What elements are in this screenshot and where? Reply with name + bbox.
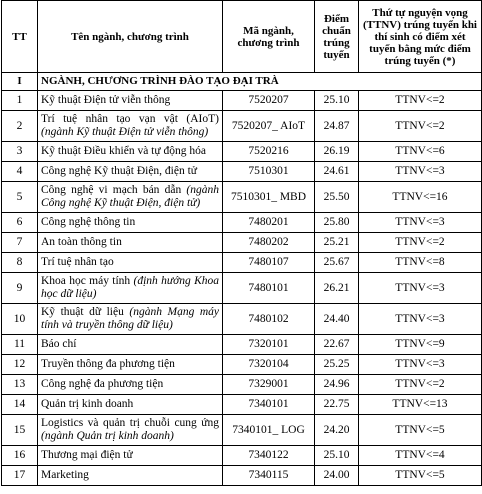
program-name-cell <box>38 304 223 335</box>
row-number: 16 <box>2 446 38 466</box>
table-row <box>2 111 482 142</box>
ttnv-value: TTNV<=3 <box>359 304 482 335</box>
ttnv-value: TTNV<=8 <box>359 253 482 273</box>
program-code: 7480101 <box>223 273 315 304</box>
header-score: Điểm chuẩn trúng tuyển <box>315 1 359 73</box>
header-code: Mã ngành, chương trình <box>223 1 315 73</box>
program-name: Công nghệ đa phương tiện <box>41 378 164 390</box>
program-code: 7520207_ AIoT <box>223 111 315 142</box>
program-name-cell <box>38 395 223 415</box>
program-code: 7340101_ LOG <box>223 415 315 446</box>
program-note: (định hướng Khoa học dữ liệu) <box>41 275 220 300</box>
program-code: 7480107 <box>223 253 315 273</box>
program-name: Công nghệ vi mạch bán dẫn <box>41 184 182 196</box>
program-code: 7340115 <box>223 466 315 486</box>
section-title: NGÀNH, CHƯƠNG TRÌNH ĐÀO TẠO ĐẠI TRÀ <box>38 73 482 91</box>
program-name-cell <box>38 233 223 253</box>
ttnv-value: TTNV<=4 <box>359 446 482 466</box>
ttnv-value: TTNV<=16 <box>359 182 482 213</box>
admission-scores-table <box>1 0 482 486</box>
section-row <box>2 73 482 91</box>
program-name: Kỹ thuật dữ liệu <box>41 306 124 318</box>
program-name: Khoa học máy tính <box>41 275 131 287</box>
header-row <box>2 1 482 73</box>
program-name-cell <box>38 213 223 233</box>
section-number: I <box>2 73 38 91</box>
cutoff-score: 25.25 <box>315 355 359 375</box>
program-name-cell <box>38 415 223 446</box>
ttnv-value: TTNV<=5 <box>359 415 482 446</box>
cutoff-score: 25.10 <box>315 446 359 466</box>
row-number: 4 <box>2 162 38 182</box>
program-code: 7480201 <box>223 213 315 233</box>
ttnv-value: TTNV<=2 <box>359 111 482 142</box>
program-name-cell <box>38 466 223 486</box>
row-number: 10 <box>2 304 38 335</box>
program-code: 7510301 <box>223 162 315 182</box>
program-name-cell <box>38 253 223 273</box>
row-number: 9 <box>2 273 38 304</box>
table-row <box>2 415 482 446</box>
table-row <box>2 355 482 375</box>
row-number: 2 <box>2 111 38 142</box>
program-name-cell <box>38 335 223 355</box>
program-code: 7520207 <box>223 91 315 111</box>
ttnv-value: TTNV<=2 <box>359 233 482 253</box>
ttnv-value: TTNV<=2 <box>359 91 482 111</box>
program-note: (ngành Quản trị kinh doanh) <box>41 430 174 442</box>
ttnv-value: TTNV<=5 <box>359 466 482 486</box>
program-name: Quản trị kinh doanh <box>41 398 134 410</box>
program-name: Báo chí <box>41 338 77 350</box>
row-number: 5 <box>2 182 38 213</box>
table-row <box>2 466 482 486</box>
cutoff-score: 25.67 <box>315 253 359 273</box>
table-row <box>2 335 482 355</box>
table-row <box>2 304 482 335</box>
program-note: (ngành Công nghệ Kỹ thuật Điện, điện tử) <box>41 184 219 209</box>
table-row <box>2 375 482 395</box>
row-number: 1 <box>2 91 38 111</box>
program-name: An toàn thông tin <box>41 236 122 248</box>
table-row <box>2 395 482 415</box>
table-row <box>2 182 482 213</box>
header-name: Tên ngành, chương trình <box>38 1 223 73</box>
program-name: Logistics và quản trị chuỗi cung ứng <box>41 417 219 429</box>
program-name: Công nghệ Kỹ thuật Điện, điện tử <box>41 165 198 177</box>
row-number: 3 <box>2 142 38 162</box>
program-code: 7340101 <box>223 395 315 415</box>
ttnv-value: TTNV<=3 <box>359 162 482 182</box>
program-name: Kỹ thuật Điều khiển và tự động hóa <box>41 145 206 157</box>
program-name-cell <box>38 162 223 182</box>
cutoff-score: 25.80 <box>315 213 359 233</box>
cutoff-score: 25.50 <box>315 182 359 213</box>
program-note: (ngành Kỹ thuật Điện tử viễn thông) <box>41 126 209 138</box>
cutoff-score: 24.87 <box>315 111 359 142</box>
row-number: 11 <box>2 335 38 355</box>
cutoff-score: 24.61 <box>315 162 359 182</box>
program-name: Marketing <box>41 469 89 481</box>
program-name: Kỹ thuật Điện tử viễn thông <box>41 94 171 106</box>
row-number: 17 <box>2 466 38 486</box>
program-code: 7510301_ MBD <box>223 182 315 213</box>
ttnv-value: TTNV<=3 <box>359 355 482 375</box>
table-row <box>2 446 482 466</box>
program-code: 7340122 <box>223 446 315 466</box>
row-number: 6 <box>2 213 38 233</box>
cutoff-score: 22.67 <box>315 335 359 355</box>
row-number: 8 <box>2 253 38 273</box>
table-row <box>2 162 482 182</box>
program-name-cell <box>38 142 223 162</box>
program-note: (ngành Mạng máy tính và truyền thông dữ liệu) <box>41 306 220 331</box>
cutoff-score: 26.19 <box>315 142 359 162</box>
program-code: 7320104 <box>223 355 315 375</box>
program-code: 7520216 <box>223 142 315 162</box>
program-name: Trí tuệ nhân tạo <box>41 256 114 268</box>
program-name-cell <box>38 375 223 395</box>
program-name-cell <box>38 446 223 466</box>
table-row <box>2 91 482 111</box>
table-row <box>2 273 482 304</box>
program-name: Trí tuệ nhân tạo vạn vật (AIoT) <box>41 113 219 125</box>
program-name-cell <box>38 91 223 111</box>
ttnv-value: TTNV<=9 <box>359 335 482 355</box>
cutoff-score: 24.00 <box>315 466 359 486</box>
row-number: 7 <box>2 233 38 253</box>
program-name-cell <box>38 355 223 375</box>
program-name-cell <box>38 273 223 304</box>
ttnv-value: TTNV<=3 <box>359 213 482 233</box>
table-row <box>2 142 482 162</box>
row-number: 13 <box>2 375 38 395</box>
program-code: 7480102 <box>223 304 315 335</box>
cutoff-score: 24.20 <box>315 415 359 446</box>
program-code: 7329001 <box>223 375 315 395</box>
program-code: 7480202 <box>223 233 315 253</box>
row-number: 15 <box>2 415 38 446</box>
table-row <box>2 213 482 233</box>
program-name-cell <box>38 182 223 213</box>
program-name-cell <box>38 111 223 142</box>
cutoff-score: 24.40 <box>315 304 359 335</box>
program-name: Truyền thông đa phương tiện <box>41 358 175 370</box>
row-number: 12 <box>2 355 38 375</box>
program-name: Công nghệ thông tin <box>41 216 136 228</box>
ttnv-value: TTNV<=6 <box>359 142 482 162</box>
cutoff-score: 22.75 <box>315 395 359 415</box>
cutoff-score: 24.96 <box>315 375 359 395</box>
header-ttnv: Thứ tự nguyện vọng (TTNV) trúng tuyển khi thí sinh có điểm xét tuyển bằng mức điểm trúng tuyển (*) <box>359 1 482 73</box>
cutoff-score: 25.21 <box>315 233 359 253</box>
ttnv-value: TTNV<=13 <box>359 395 482 415</box>
ttnv-value: TTNV<=2 <box>359 375 482 395</box>
program-name: Thương mại điện tử <box>41 449 133 461</box>
table-row <box>2 233 482 253</box>
ttnv-value: TTNV<=3 <box>359 273 482 304</box>
cutoff-score: 25.10 <box>315 91 359 111</box>
header-tt: TT <box>2 1 38 73</box>
table-row <box>2 253 482 273</box>
cutoff-score: 26.21 <box>315 273 359 304</box>
program-code: 7320101 <box>223 335 315 355</box>
row-number: 14 <box>2 395 38 415</box>
